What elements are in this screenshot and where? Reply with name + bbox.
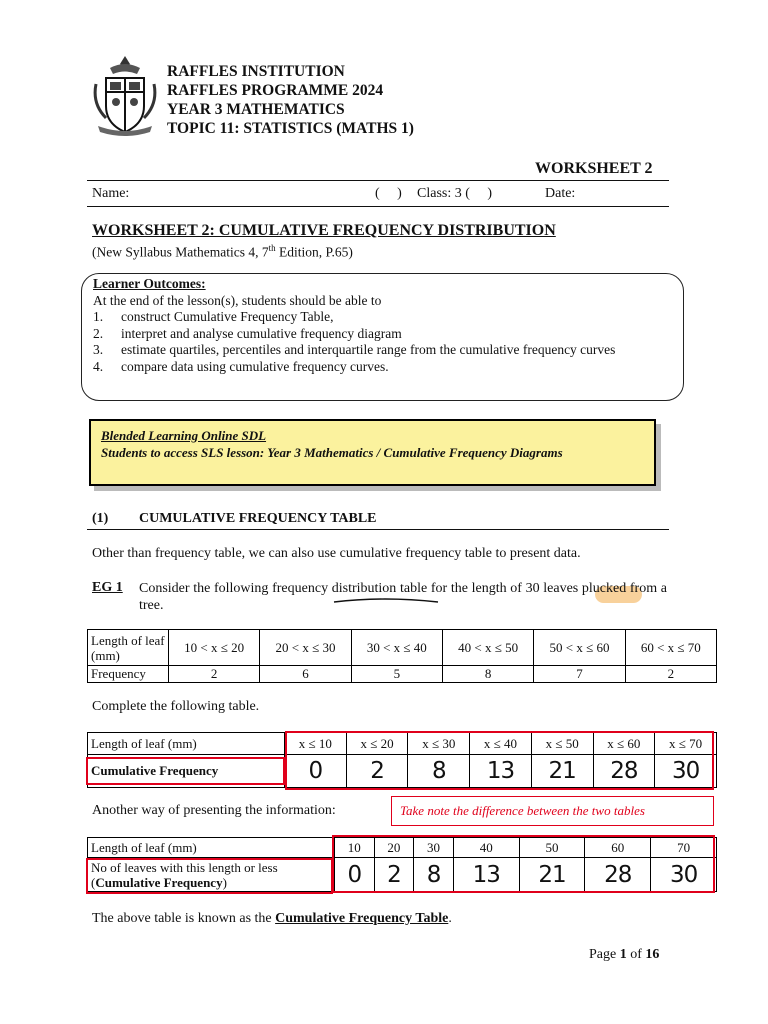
table-cell: x ≤ 20: [346, 733, 408, 755]
header-line-4: TOPIC 11: STATISTICS (MATHS 1): [167, 120, 414, 137]
table-cell: 40: [453, 838, 519, 858]
table-cell: x ≤ 40: [470, 733, 532, 755]
register-label: ( ): [375, 186, 402, 201]
table-cell: 6: [260, 666, 351, 683]
red-highlight-box: [86, 757, 285, 785]
list-item: 3. estimate quartiles, percentiles and interquartile range from the cumulative frequency curves: [93, 342, 616, 357]
table-cell: 30: [414, 838, 454, 858]
table-cell: Length of leaf (mm): [88, 733, 285, 755]
handwritten-answer: 28: [593, 755, 655, 788]
handwritten-answer: 21: [519, 858, 585, 892]
handwritten-answer: 0: [335, 858, 375, 892]
table-cell: Length of leaf (mm): [88, 630, 169, 666]
page-subtitle: (New Syllabus Mathematics 4, 7th Edition, P.65): [92, 243, 353, 260]
divider: [87, 529, 669, 530]
annotation-note: Take note the difference between the two tables: [391, 796, 714, 826]
table-cell: 10 < x ≤ 20: [169, 630, 260, 666]
list-item: 4. compare data using cumulative frequency curves.: [93, 358, 389, 374]
table-row: [88, 666, 717, 683]
instruction-text: Complete the following table.: [92, 699, 260, 714]
table-cell: 50 < x ≤ 60: [534, 630, 625, 666]
frequency-table: [87, 629, 717, 683]
page-number: Page 1 of 16: [589, 947, 660, 962]
table-cell: 20: [374, 838, 414, 858]
table-cell: x ≤ 50: [531, 733, 593, 755]
table-cell: 60: [585, 838, 651, 858]
date-label: Date:: [545, 186, 576, 201]
sdl-box: [89, 419, 656, 486]
list-item: 2. interpret and analyse cumulative frequency diagram: [93, 325, 402, 341]
handwritten-answer: 13: [453, 858, 519, 892]
intro-paragraph: Other than frequency table, we can also use cumulative frequency table to present data.: [92, 546, 581, 561]
class-label: Class: 3 ( ): [417, 186, 493, 201]
handwritten-answer: 8: [408, 755, 470, 788]
table-cell: x ≤ 10: [285, 733, 347, 755]
table-cell: 2: [625, 666, 716, 683]
table-row: [88, 630, 717, 666]
section-heading: (1) CUMULATIVE FREQUENCY TABLE: [92, 511, 377, 526]
table-cell: Length of leaf (mm): [88, 838, 335, 858]
red-highlight-box: [86, 858, 333, 894]
table-cell: x ≤ 30: [408, 733, 470, 755]
table-cell: 2: [169, 666, 260, 683]
list-item: 1. construct Cumulative Frequency Table,: [93, 309, 334, 324]
table-cell: 40 < x ≤ 50: [442, 630, 533, 666]
divider: [87, 206, 669, 207]
handwritten-answer: 8: [414, 858, 454, 892]
handwritten-answer: 30: [655, 755, 717, 788]
handwritten-answer: 2: [346, 755, 408, 788]
sdl-heading: Blended Learning Online SDL: [101, 428, 267, 443]
table-cell: 30 < x ≤ 40: [351, 630, 442, 666]
page-title: WORKSHEET 2: CUMULATIVE FREQUENCY DISTRIBUTION: [92, 222, 556, 239]
another-way-text: Another way of presenting the information:: [92, 803, 336, 818]
table-cell: 60 < x ≤ 70: [625, 630, 716, 666]
red-highlight-box: [285, 731, 714, 790]
learner-outcomes-heading: Learner Outcomes:: [93, 276, 206, 291]
table-cell: 20 < x ≤ 30: [260, 630, 351, 666]
header-line-2: RAFFLES PROGRAMME 2024: [167, 82, 384, 99]
example-label: EG 1: [92, 580, 123, 595]
example-text: Consider the following frequency distribution table for the length of 30 leaves plucked from a tree.: [139, 581, 667, 613]
learner-outcomes: [93, 276, 673, 375]
table-cell: Frequency: [88, 666, 169, 683]
learner-outcomes-intro: At the end of the lesson(s), students should be able to: [93, 292, 382, 308]
handwritten-answer: 21: [531, 755, 593, 788]
divider: [87, 180, 669, 181]
table-cell: 10: [335, 838, 375, 858]
school-crest-icon: [92, 54, 158, 138]
name-label: Name:: [92, 186, 130, 201]
table-cell: x ≤ 70: [655, 733, 717, 755]
sdl-instruction: Students to access SLS lesson: Year 3 Mathematics / Cumulative Frequency Diagrams: [101, 445, 563, 460]
handwritten-answer: 0: [285, 755, 347, 788]
header-line-3: YEAR 3 MATHEMATICS: [167, 101, 345, 118]
red-highlight-box: [332, 835, 715, 893]
table-cell: 7: [534, 666, 625, 683]
table-cell: 70: [651, 838, 717, 858]
table-cell: 5: [351, 666, 442, 683]
table-cell: x ≤ 60: [593, 733, 655, 755]
handwritten-answer: 13: [470, 755, 532, 788]
handwritten-answer: 28: [585, 858, 651, 892]
header-line-1: RAFFLES INSTITUTION: [167, 63, 345, 80]
handwritten-answer: 2: [374, 858, 414, 892]
closing-text: The above table is known as the Cumulative Frequency Table.: [92, 911, 452, 926]
table-cell: No of leaves with this length or less (Cumulative Frequency): [88, 858, 335, 892]
table-cell: Cumulative Frequency: [88, 755, 285, 788]
table-cell: 8: [442, 666, 533, 683]
table-cell: 50: [519, 838, 585, 858]
underline-annotation: [332, 594, 442, 606]
handwritten-answer: 30: [651, 858, 717, 892]
worksheet-tag: WORKSHEET 2: [535, 160, 653, 177]
